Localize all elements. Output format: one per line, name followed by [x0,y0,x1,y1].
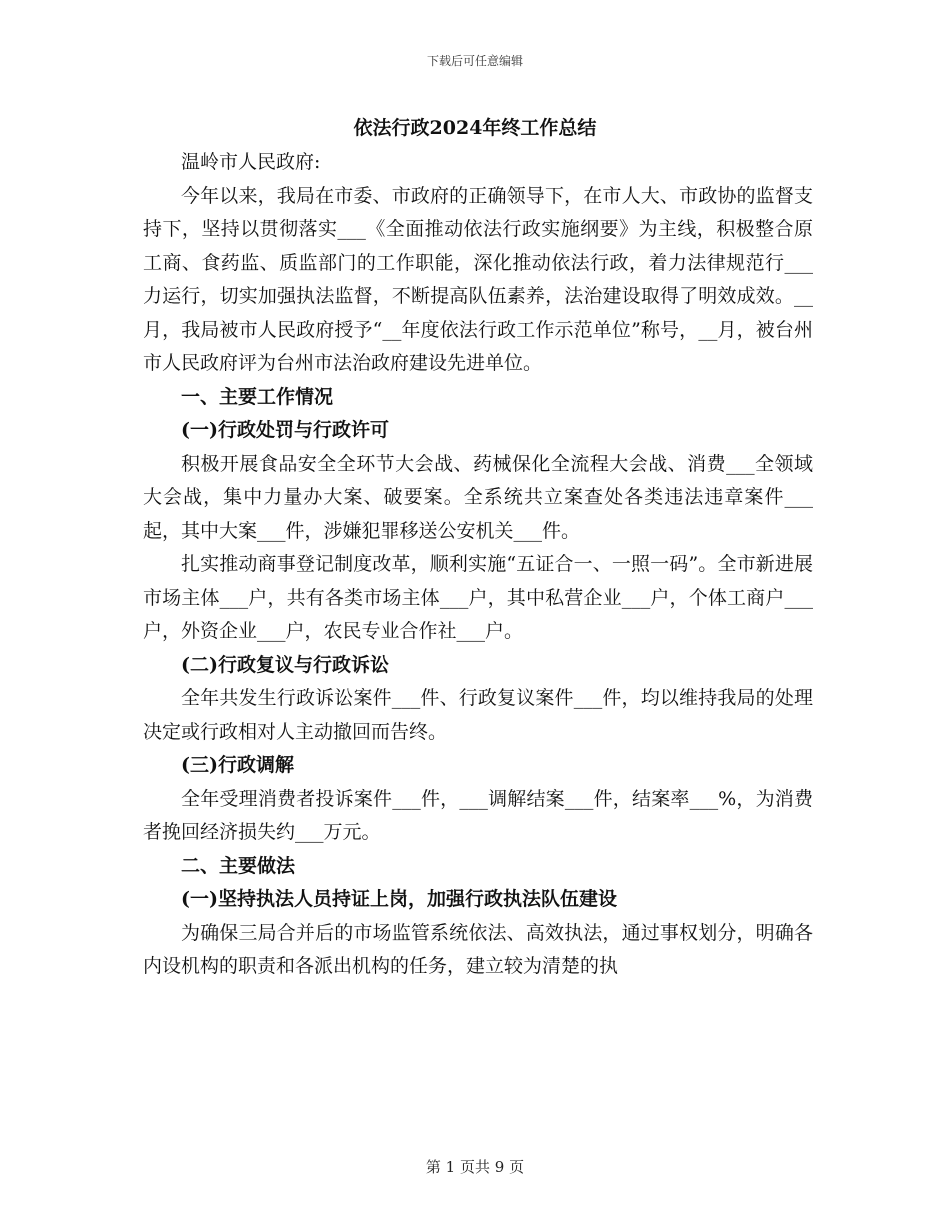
subsection-heading-penalty-license: (一)行政处罚与行政许可 [181,419,389,441]
subsection-heading-certified-staff: (一)坚持执法人员持证上岗，加强行政执法队伍建设 [181,888,617,910]
page-number: 第 1 页共 9 页 [425,1158,525,1176]
section-heading-main-methods: 二、主要做法 [181,854,296,877]
document-title: 依法行政2024年终工作总结 [353,117,597,139]
paragraph-mediation: 全年受理消费者投诉案件___件，___调解结案___件，结案率___%，为消费者挽回经济损失约___万元。 [143,787,813,843]
subsection-heading-review-litigation: (二)行政复议与行政诉讼 [181,653,389,676]
paragraph-penalty: 积极开展食品安全全环节大会战、药械保化全流程大会战、消费___全领域大会战，集中力量办大案、破要案。全系统共立案查处各类违法违章案件___起，其中大案___件，涉嫌犯罪移送公安机关___件。 [143,452,813,542]
addressee-line: 温岭市人民政府: [181,151,321,173]
paragraph-registration: 扎实推动商事登记制度改革，顺利实施“五证合一、一照一码”。全市新进展市场主体___户，共有各类市场主体___户，其中私营企业___户，个体工商户___户，外资企业___户，农民专业合作社___户。 [143,553,813,642]
intro-paragraph: 今年以来，我局在市委、市政府的正确领导下，在市人大、市政协的监督支持下，坚持以贯彻落实___《全面推动依法行政实施纲要》为主线，积极整合原工商、食药监、质监部门的工作职能，深化推动依法行政，着力法律规范行___力运行，切实加强执法监督，不断提高队伍素养，法治建设取得了明效成效。__月，我局被市人民政府授予“__年度依法行政工作示范单位”称号，__月，被台州市人民政府评为台州市法治政府建设先进单位。 [143,184,813,374]
section-heading-main-work: 一、主要工作情况 [181,385,334,408]
page-header-note: 下载后可任意编辑 [426,54,523,68]
document-body [143,146,813,984]
paragraph-staff: 为确保三局合并后的市场监管系统依法、高效执法，通过事权划分，明确各内设机构的职责和各派出机构的任务，建立较为清楚的执 [143,921,813,977]
subsection-heading-mediation: (三)行政调解 [181,754,294,776]
paragraph-litigation: 全年共发生行政诉讼案件___件、行政复议案件___件，均以维持我局的处理决定或行政相对人主动撤回而告终。 [143,687,813,743]
